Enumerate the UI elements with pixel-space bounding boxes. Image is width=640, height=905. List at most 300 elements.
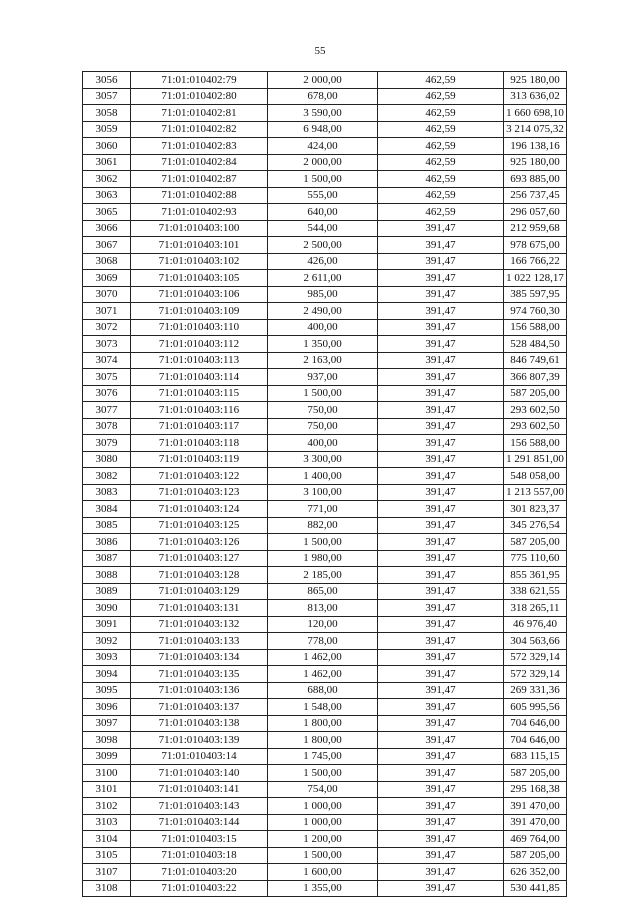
rate-cell: 462,59	[378, 138, 504, 155]
rate-cell: 391,47	[378, 319, 504, 336]
area-cell: 1 000,00	[268, 798, 378, 815]
cadastral-number-cell: 71:01:010403:18	[131, 847, 268, 864]
row-number-cell: 3098	[83, 732, 131, 749]
area-cell: 1 500,00	[268, 171, 378, 188]
row-number-cell: 3086	[83, 534, 131, 551]
area-cell: 1 745,00	[268, 748, 378, 765]
cadastral-number-cell: 71:01:010403:122	[131, 468, 268, 485]
value-cell: 925 180,00	[504, 72, 567, 89]
row-number-cell: 3072	[83, 319, 131, 336]
row-number-cell: 3074	[83, 352, 131, 369]
cadastral-number-cell: 71:01:010403:139	[131, 732, 268, 749]
table-row	[83, 435, 567, 452]
row-number-cell: 3062	[83, 171, 131, 188]
area-cell: 1 350,00	[268, 336, 378, 353]
area-cell: 544,00	[268, 220, 378, 237]
area-cell: 1 400,00	[268, 468, 378, 485]
rate-cell: 391,47	[378, 600, 504, 617]
table-row	[83, 517, 567, 534]
cadastral-number-cell: 71:01:010403:15	[131, 831, 268, 848]
area-cell: 1 600,00	[268, 864, 378, 881]
rate-cell: 462,59	[378, 187, 504, 204]
cadastral-number-cell: 71:01:010402:80	[131, 88, 268, 105]
row-number-cell: 3076	[83, 385, 131, 402]
table-row	[83, 567, 567, 584]
rate-cell: 391,47	[378, 237, 504, 254]
rate-cell: 391,47	[378, 583, 504, 600]
cadastral-number-cell: 71:01:010403:117	[131, 418, 268, 435]
row-number-cell: 3102	[83, 798, 131, 815]
value-cell: 304 563,66	[504, 633, 567, 650]
table-row	[83, 72, 567, 89]
value-cell: 46 976,40	[504, 616, 567, 633]
value-cell: 391 470,00	[504, 814, 567, 831]
cadastral-number-cell: 71:01:010403:131	[131, 600, 268, 617]
row-number-cell: 3084	[83, 501, 131, 518]
area-cell: 400,00	[268, 435, 378, 452]
cadastral-number-cell: 71:01:010402:93	[131, 204, 268, 221]
cadastral-number-cell: 71:01:010403:119	[131, 451, 268, 468]
cadastral-number-cell: 71:01:010403:106	[131, 286, 268, 303]
row-number-cell: 3063	[83, 187, 131, 204]
cadastral-number-cell: 71:01:010403:126	[131, 534, 268, 551]
table-row	[83, 385, 567, 402]
table-row	[83, 418, 567, 435]
row-number-cell: 3071	[83, 303, 131, 320]
row-number-cell: 3085	[83, 517, 131, 534]
area-cell: 1 500,00	[268, 534, 378, 551]
area-cell: 3 590,00	[268, 105, 378, 122]
value-cell: 166 766,22	[504, 253, 567, 270]
value-cell: 269 331,36	[504, 682, 567, 699]
rate-cell: 391,47	[378, 550, 504, 567]
value-cell: 293 602,50	[504, 402, 567, 419]
cadastral-number-cell: 71:01:010403:14	[131, 748, 268, 765]
cadastral-number-cell: 71:01:010403:144	[131, 814, 268, 831]
row-number-cell: 3103	[83, 814, 131, 831]
table-row	[83, 138, 567, 155]
table-row	[83, 303, 567, 320]
row-number-cell: 3070	[83, 286, 131, 303]
table-row	[83, 105, 567, 122]
rate-cell: 391,47	[378, 781, 504, 798]
rate-cell: 391,47	[378, 220, 504, 237]
rate-cell: 391,47	[378, 385, 504, 402]
row-number-cell: 3080	[83, 451, 131, 468]
area-cell: 750,00	[268, 418, 378, 435]
row-number-cell: 3075	[83, 369, 131, 386]
row-number-cell: 3104	[83, 831, 131, 848]
row-number-cell: 3107	[83, 864, 131, 881]
area-cell: 778,00	[268, 633, 378, 650]
area-cell: 400,00	[268, 319, 378, 336]
rate-cell: 391,47	[378, 666, 504, 683]
value-cell: 256 737,45	[504, 187, 567, 204]
cadastral-number-cell: 71:01:010403:134	[131, 649, 268, 666]
value-cell: 693 885,00	[504, 171, 567, 188]
value-cell: 212 959,68	[504, 220, 567, 237]
value-cell: 295 168,38	[504, 781, 567, 798]
area-cell: 1 355,00	[268, 880, 378, 897]
rate-cell: 391,47	[378, 847, 504, 864]
cadastral-number-cell: 71:01:010403:112	[131, 336, 268, 353]
rate-cell: 391,47	[378, 484, 504, 501]
row-number-cell: 3094	[83, 666, 131, 683]
table-row	[83, 781, 567, 798]
table-row	[83, 369, 567, 386]
land-plot-table	[82, 71, 567, 897]
area-cell: 6 948,00	[268, 121, 378, 138]
row-number-cell: 3073	[83, 336, 131, 353]
value-cell: 974 760,30	[504, 303, 567, 320]
value-cell: 338 621,55	[504, 583, 567, 600]
row-number-cell: 3088	[83, 567, 131, 584]
table-row	[83, 798, 567, 815]
cadastral-number-cell: 71:01:010403:135	[131, 666, 268, 683]
area-cell: 985,00	[268, 286, 378, 303]
row-number-cell: 3096	[83, 699, 131, 716]
cadastral-number-cell: 71:01:010403:113	[131, 352, 268, 369]
table-row	[83, 154, 567, 171]
rate-cell: 391,47	[378, 517, 504, 534]
table-row	[83, 748, 567, 765]
table-row	[83, 831, 567, 848]
area-cell: 1 500,00	[268, 385, 378, 402]
value-cell: 156 588,00	[504, 319, 567, 336]
table-row	[83, 286, 567, 303]
row-number-cell: 3105	[83, 847, 131, 864]
cadastral-number-cell: 71:01:010403:128	[131, 567, 268, 584]
cadastral-number-cell: 71:01:010402:87	[131, 171, 268, 188]
value-cell: 196 138,16	[504, 138, 567, 155]
row-number-cell: 3101	[83, 781, 131, 798]
table-row	[83, 732, 567, 749]
rate-cell: 391,47	[378, 748, 504, 765]
value-cell: 846 749,61	[504, 352, 567, 369]
area-cell: 1 980,00	[268, 550, 378, 567]
area-cell: 865,00	[268, 583, 378, 600]
table-row	[83, 352, 567, 369]
rate-cell: 391,47	[378, 352, 504, 369]
cadastral-number-cell: 71:01:010403:105	[131, 270, 268, 287]
cadastral-number-cell: 71:01:010403:127	[131, 550, 268, 567]
value-cell: 345 276,54	[504, 517, 567, 534]
rate-cell: 391,47	[378, 633, 504, 650]
value-cell: 318 265,11	[504, 600, 567, 617]
row-number-cell: 3058	[83, 105, 131, 122]
cadastral-number-cell: 71:01:010403:110	[131, 319, 268, 336]
value-cell: 528 484,50	[504, 336, 567, 353]
area-cell: 640,00	[268, 204, 378, 221]
table-row	[83, 699, 567, 716]
value-cell: 296 057,60	[504, 204, 567, 221]
cadastral-number-cell: 71:01:010403:115	[131, 385, 268, 402]
area-cell: 2 611,00	[268, 270, 378, 287]
table-row	[83, 336, 567, 353]
value-cell: 3 214 075,32	[504, 121, 567, 138]
rate-cell: 391,47	[378, 831, 504, 848]
area-cell: 2 490,00	[268, 303, 378, 320]
area-cell: 1 200,00	[268, 831, 378, 848]
area-cell: 1 500,00	[268, 765, 378, 782]
cadastral-number-cell: 71:01:010403:20	[131, 864, 268, 881]
cadastral-number-cell: 71:01:010403:138	[131, 715, 268, 732]
value-cell: 587 205,00	[504, 534, 567, 551]
value-cell: 978 675,00	[504, 237, 567, 254]
value-cell: 1 660 698,10	[504, 105, 567, 122]
table-row	[83, 484, 567, 501]
row-number-cell: 3061	[83, 154, 131, 171]
area-cell: 2 500,00	[268, 237, 378, 254]
rate-cell: 391,47	[378, 336, 504, 353]
area-cell: 688,00	[268, 682, 378, 699]
table-row	[83, 121, 567, 138]
row-number-cell: 3067	[83, 237, 131, 254]
value-cell: 1 291 851,00	[504, 451, 567, 468]
row-number-cell: 3079	[83, 435, 131, 452]
table-row	[83, 220, 567, 237]
row-number-cell: 3056	[83, 72, 131, 89]
cadastral-number-cell: 71:01:010403:116	[131, 402, 268, 419]
table-row	[83, 451, 567, 468]
table-body	[83, 72, 567, 897]
area-cell: 1 800,00	[268, 732, 378, 749]
table-row	[83, 534, 567, 551]
area-cell: 424,00	[268, 138, 378, 155]
table-row	[83, 501, 567, 518]
area-cell: 882,00	[268, 517, 378, 534]
cadastral-number-cell: 71:01:010402:81	[131, 105, 268, 122]
value-cell: 366 807,39	[504, 369, 567, 386]
table-row	[83, 814, 567, 831]
value-cell: 704 646,00	[504, 715, 567, 732]
cadastral-number-cell: 71:01:010403:101	[131, 237, 268, 254]
cadastral-number-cell: 71:01:010402:82	[131, 121, 268, 138]
value-cell: 605 995,56	[504, 699, 567, 716]
rate-cell: 391,47	[378, 715, 504, 732]
table-row	[83, 171, 567, 188]
area-cell: 426,00	[268, 253, 378, 270]
rate-cell: 391,47	[378, 534, 504, 551]
cadastral-number-cell: 71:01:010403:102	[131, 253, 268, 270]
table-row	[83, 550, 567, 567]
rate-cell: 391,47	[378, 270, 504, 287]
area-cell: 2 185,00	[268, 567, 378, 584]
rate-cell: 462,59	[378, 171, 504, 188]
area-cell: 937,00	[268, 369, 378, 386]
rate-cell: 391,47	[378, 732, 504, 749]
rate-cell: 391,47	[378, 451, 504, 468]
cadastral-number-cell: 71:01:010403:140	[131, 765, 268, 782]
row-number-cell: 3082	[83, 468, 131, 485]
rate-cell: 462,59	[378, 105, 504, 122]
rate-cell: 391,47	[378, 649, 504, 666]
cadastral-number-cell: 71:01:010402:83	[131, 138, 268, 155]
row-number-cell: 3091	[83, 616, 131, 633]
area-cell: 1 500,00	[268, 847, 378, 864]
rate-cell: 391,47	[378, 765, 504, 782]
rate-cell: 391,47	[378, 699, 504, 716]
rate-cell: 391,47	[378, 567, 504, 584]
value-cell: 925 180,00	[504, 154, 567, 171]
value-cell: 1 022 128,17	[504, 270, 567, 287]
value-cell: 530 441,85	[504, 880, 567, 897]
rate-cell: 391,47	[378, 501, 504, 518]
cadastral-number-cell: 71:01:010403:141	[131, 781, 268, 798]
value-cell: 855 361,95	[504, 567, 567, 584]
cadastral-number-cell: 71:01:010403:100	[131, 220, 268, 237]
table-row	[83, 237, 567, 254]
table-row	[83, 88, 567, 105]
cadastral-number-cell: 71:01:010402:84	[131, 154, 268, 171]
value-cell: 156 588,00	[504, 435, 567, 452]
rate-cell: 462,59	[378, 121, 504, 138]
row-number-cell: 3100	[83, 765, 131, 782]
value-cell: 1 213 557,00	[504, 484, 567, 501]
table-row	[83, 715, 567, 732]
value-cell: 572 329,14	[504, 666, 567, 683]
cadastral-number-cell: 71:01:010403:124	[131, 501, 268, 518]
table-row	[83, 253, 567, 270]
value-cell: 704 646,00	[504, 732, 567, 749]
rate-cell: 391,47	[378, 682, 504, 699]
area-cell: 754,00	[268, 781, 378, 798]
cadastral-number-cell: 71:01:010403:118	[131, 435, 268, 452]
row-number-cell: 3065	[83, 204, 131, 221]
value-cell: 775 110,60	[504, 550, 567, 567]
value-cell: 301 823,37	[504, 501, 567, 518]
row-number-cell: 3077	[83, 402, 131, 419]
value-cell: 683 115,15	[504, 748, 567, 765]
row-number-cell: 3097	[83, 715, 131, 732]
row-number-cell: 3068	[83, 253, 131, 270]
rate-cell: 391,47	[378, 798, 504, 815]
area-cell: 2 163,00	[268, 352, 378, 369]
value-cell: 313 636,02	[504, 88, 567, 105]
table-row	[83, 583, 567, 600]
rate-cell: 462,59	[378, 154, 504, 171]
row-number-cell: 3059	[83, 121, 131, 138]
row-number-cell: 3099	[83, 748, 131, 765]
row-number-cell: 3093	[83, 649, 131, 666]
value-cell: 587 205,00	[504, 385, 567, 402]
table-row	[83, 682, 567, 699]
rate-cell: 391,47	[378, 369, 504, 386]
table-row	[83, 187, 567, 204]
area-cell: 1 548,00	[268, 699, 378, 716]
rate-cell: 462,59	[378, 72, 504, 89]
area-cell: 1 462,00	[268, 649, 378, 666]
area-cell: 1 800,00	[268, 715, 378, 732]
cadastral-number-cell: 71:01:010403:136	[131, 682, 268, 699]
table-row	[83, 319, 567, 336]
area-cell: 555,00	[268, 187, 378, 204]
cadastral-number-cell: 71:01:010403:133	[131, 633, 268, 650]
rate-cell: 462,59	[378, 204, 504, 221]
rate-cell: 391,47	[378, 864, 504, 881]
table-row	[83, 402, 567, 419]
area-cell: 813,00	[268, 600, 378, 617]
table-row	[83, 468, 567, 485]
value-cell: 385 597,95	[504, 286, 567, 303]
cadastral-number-cell: 71:01:010402:88	[131, 187, 268, 204]
rate-cell: 391,47	[378, 814, 504, 831]
value-cell: 572 329,14	[504, 649, 567, 666]
table-row	[83, 649, 567, 666]
rate-cell: 391,47	[378, 402, 504, 419]
table-row	[83, 864, 567, 881]
row-number-cell: 3078	[83, 418, 131, 435]
value-cell: 587 205,00	[504, 847, 567, 864]
area-cell: 2 000,00	[268, 72, 378, 89]
row-number-cell: 3089	[83, 583, 131, 600]
cadastral-number-cell: 71:01:010403:123	[131, 484, 268, 501]
rate-cell: 391,47	[378, 303, 504, 320]
row-number-cell: 3090	[83, 600, 131, 617]
page-number: 55	[314, 45, 326, 57]
row-number-cell: 3108	[83, 880, 131, 897]
cadastral-number-cell: 71:01:010403:137	[131, 699, 268, 716]
cadastral-number-cell: 71:01:010403:109	[131, 303, 268, 320]
area-cell: 120,00	[268, 616, 378, 633]
table-row	[83, 847, 567, 864]
rate-cell: 391,47	[378, 435, 504, 452]
cadastral-number-cell: 71:01:010403:22	[131, 880, 268, 897]
cadastral-number-cell: 71:01:010403:143	[131, 798, 268, 815]
value-cell: 391 470,00	[504, 798, 567, 815]
rate-cell: 391,47	[378, 418, 504, 435]
table-row	[83, 880, 567, 897]
table-row	[83, 666, 567, 683]
area-cell: 3 100,00	[268, 484, 378, 501]
cadastral-number-cell: 71:01:010403:114	[131, 369, 268, 386]
table-row	[83, 270, 567, 287]
table-row	[83, 765, 567, 782]
rate-cell: 391,47	[378, 253, 504, 270]
value-cell: 293 602,50	[504, 418, 567, 435]
rate-cell: 462,59	[378, 88, 504, 105]
area-cell: 1 000,00	[268, 814, 378, 831]
row-number-cell: 3069	[83, 270, 131, 287]
cadastral-number-cell: 71:01:010403:129	[131, 583, 268, 600]
table-row	[83, 600, 567, 617]
row-number-cell: 3057	[83, 88, 131, 105]
table-row	[83, 633, 567, 650]
row-number-cell: 3087	[83, 550, 131, 567]
rate-cell: 391,47	[378, 468, 504, 485]
area-cell: 2 000,00	[268, 154, 378, 171]
area-cell: 3 300,00	[268, 451, 378, 468]
row-number-cell: 3095	[83, 682, 131, 699]
cadastral-number-cell: 71:01:010402:79	[131, 72, 268, 89]
area-cell: 678,00	[268, 88, 378, 105]
cadastral-number-cell: 71:01:010403:132	[131, 616, 268, 633]
row-number-cell: 3066	[83, 220, 131, 237]
area-cell: 750,00	[268, 402, 378, 419]
value-cell: 587 205,00	[504, 765, 567, 782]
value-cell: 548 058,00	[504, 468, 567, 485]
area-cell: 771,00	[268, 501, 378, 518]
row-number-cell: 3092	[83, 633, 131, 650]
rate-cell: 391,47	[378, 880, 504, 897]
area-cell: 1 462,00	[268, 666, 378, 683]
row-number-cell: 3060	[83, 138, 131, 155]
value-cell: 469 764,00	[504, 831, 567, 848]
rate-cell: 391,47	[378, 286, 504, 303]
value-cell: 626 352,00	[504, 864, 567, 881]
table-row	[83, 204, 567, 221]
table-row	[83, 616, 567, 633]
